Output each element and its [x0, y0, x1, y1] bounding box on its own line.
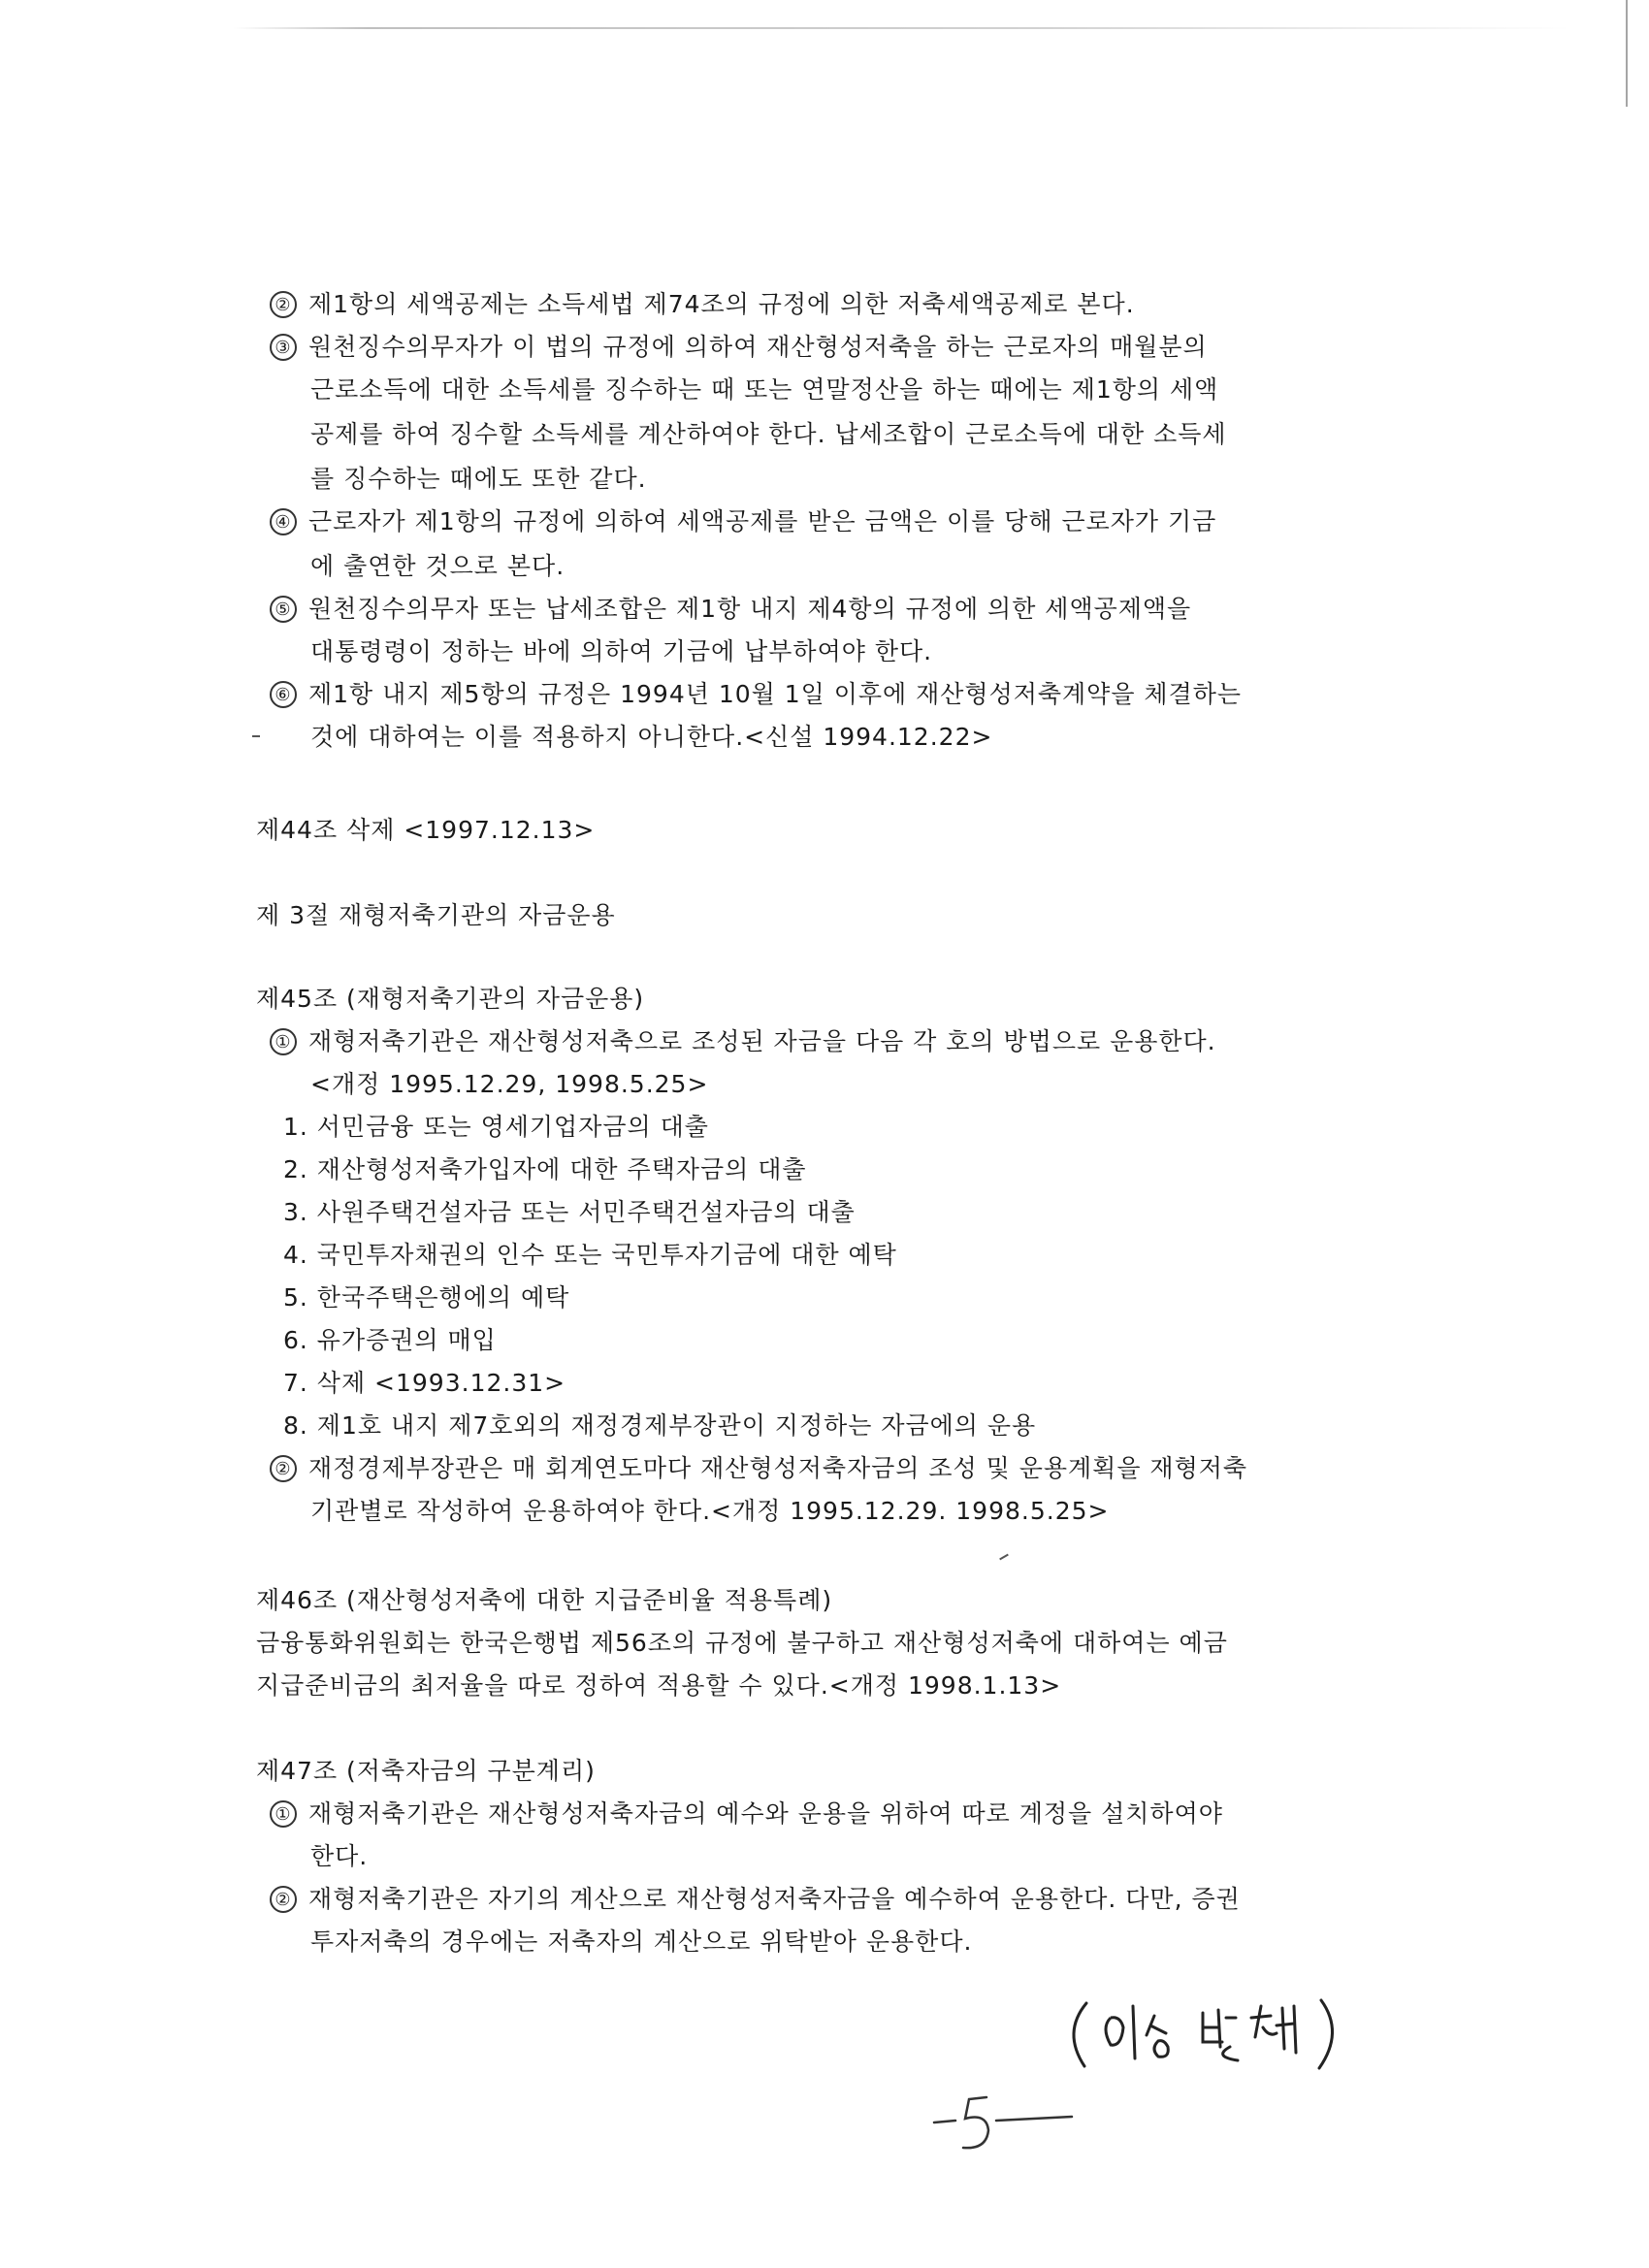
paragraph-line: 금융통화위원회는 한국은행법 제56조의 규정에 불구하고 재산형성저축에 대하여는 예금 [256, 1629, 1228, 1657]
line-text: 재정경제부장관은 매 회계연도마다 재산형성저축자금의 조성 및 운용계획을 재형저축 [308, 1454, 1248, 1482]
paragraph-line: 공제를 하여 징수할 소득세를 계산하여야 한다. 납세조합이 근로소득에 대한 소득세 [310, 420, 1227, 448]
line-text: 제1항 내지 제5항의 규정은 1994년 10월 1일 이후에 재산형성저축계약을 체결하는 [308, 680, 1243, 708]
paragraph-line [270, 289, 1135, 320]
paragraph-line: <개정 1995.12.29, 1998.5.25> [310, 1070, 709, 1098]
list-item: 4. 국민투자채권의 인수 또는 국민투자기금에 대한 예탁 [283, 1241, 897, 1269]
handwritten-note [1057, 1989, 1348, 2076]
paragraph-line [270, 1884, 1241, 1915]
paragraph-line: 기관별로 작성하여 운용하여야 한다.<개정 1995.12.29. 1998.5.25> [310, 1497, 1110, 1525]
article-heading: 제44조 삭제 <1997.12.13> [256, 816, 596, 844]
line-text: 원천징수의무자 또는 납세조합은 제1항 내지 제4항의 규정에 의한 세액공제액을 [308, 595, 1192, 623]
list-item: 3. 사원주택건설자금 또는 서민주택건설자금의 대출 [283, 1198, 856, 1226]
paragraph-line: 지급준비금의 최저율을 따로 정하여 적용할 수 있다.<개정 1998.1.13> [256, 1671, 1062, 1700]
list-item: 2. 재산형성저축가입자에 대한 주택자금의 대출 [283, 1155, 807, 1183]
circled-number: ⑥ [270, 681, 297, 708]
paragraph-line: 투자저축의 경우에는 저축자의 계산으로 위탁받아 운용한다. [310, 1928, 973, 1956]
paragraph-line: 근로소득에 대한 소득세를 징수하는 때 또는 연말정산을 하는 때에는 제1항의 세액 [310, 375, 1219, 404]
list-item: 8. 제1호 내지 제7호외의 재정경제부장관이 지정하는 자금에의 운용 [283, 1411, 1037, 1440]
article-heading: 제47조 (저축자금의 구분계리) [256, 1757, 596, 1785]
scan-speck [999, 1554, 1009, 1561]
circled-number: ③ [270, 334, 297, 361]
paragraph-line [270, 594, 1191, 625]
section-heading: 제 3절 재형저축기관의 자금운용 [256, 901, 616, 929]
paragraph-line: 를 징수하는 때에도 또한 같다. [310, 465, 647, 493]
scan-speck [252, 735, 260, 737]
paragraph-line: 대통령령이 정하는 바에 의하여 기금에 납부하여야 한다. [310, 637, 933, 665]
circled-number: ② [270, 291, 297, 318]
line-text: 재형저축기관은 재산형성저축으로 조성된 자금을 다음 각 호의 방법으로 운용한다. [308, 1027, 1216, 1055]
line-text: 원천징수의무자가 이 법의 규정에 의하여 재산형성저축을 하는 근로자의 매월분의 [308, 333, 1208, 361]
scan-edge [1626, 0, 1628, 107]
paragraph-line [270, 1798, 1223, 1830]
circled-number: ① [270, 1028, 297, 1055]
list-item: 7. 삭제 <1993.12.31> [283, 1369, 566, 1397]
circled-number: ② [270, 1455, 297, 1482]
line-text: 재형저축기관은 자기의 계산으로 재산형성저축자금을 예수하여 운용한다. 다만, 증권 [308, 1885, 1241, 1913]
page-number-mark [926, 2086, 1082, 2163]
paragraph-line [270, 332, 1208, 363]
line-text: 재형저축기관은 재산형성저축자금의 예수와 운용을 위하여 따로 계정을 설치하여야 [308, 1799, 1223, 1828]
paragraph-line: 것에 대하여는 이를 적용하지 아니한다.<신설 1994.12.22> [310, 723, 993, 751]
paragraph-line [270, 679, 1242, 710]
list-item: 1. 서민금융 또는 영세기업자금의 대출 [283, 1113, 709, 1141]
line-text: 근로자가 제1항의 규정에 의하여 세액공제를 받은 금액은 이를 당해 근로자가 기금 [308, 507, 1217, 535]
paragraph-line: 에 출연한 것으로 본다. [310, 552, 566, 580]
list-item: 5. 한국주택은행에의 예탁 [283, 1283, 570, 1312]
article-heading: 제45조 (재형저축기관의 자금운용) [256, 985, 645, 1013]
paragraph-line [270, 1026, 1216, 1057]
paragraph-line: 한다. [310, 1842, 369, 1870]
line-text: 제1항의 세액공제는 소득세법 제74조의 규정에 의한 저축세액공제로 본다. [308, 290, 1135, 318]
scan-artifact-line [233, 27, 1571, 29]
circled-number: ④ [270, 508, 297, 535]
paragraph-line [270, 506, 1216, 537]
article-heading: 제46조 (재산형성저축에 대한 지급준비율 적용특례) [256, 1586, 833, 1614]
circled-number: ⑤ [270, 596, 297, 623]
circled-number: ② [270, 1886, 297, 1913]
paragraph-line [270, 1453, 1247, 1484]
circled-number: ① [270, 1800, 297, 1828]
list-item: 6. 유가증권의 매입 [283, 1326, 497, 1354]
